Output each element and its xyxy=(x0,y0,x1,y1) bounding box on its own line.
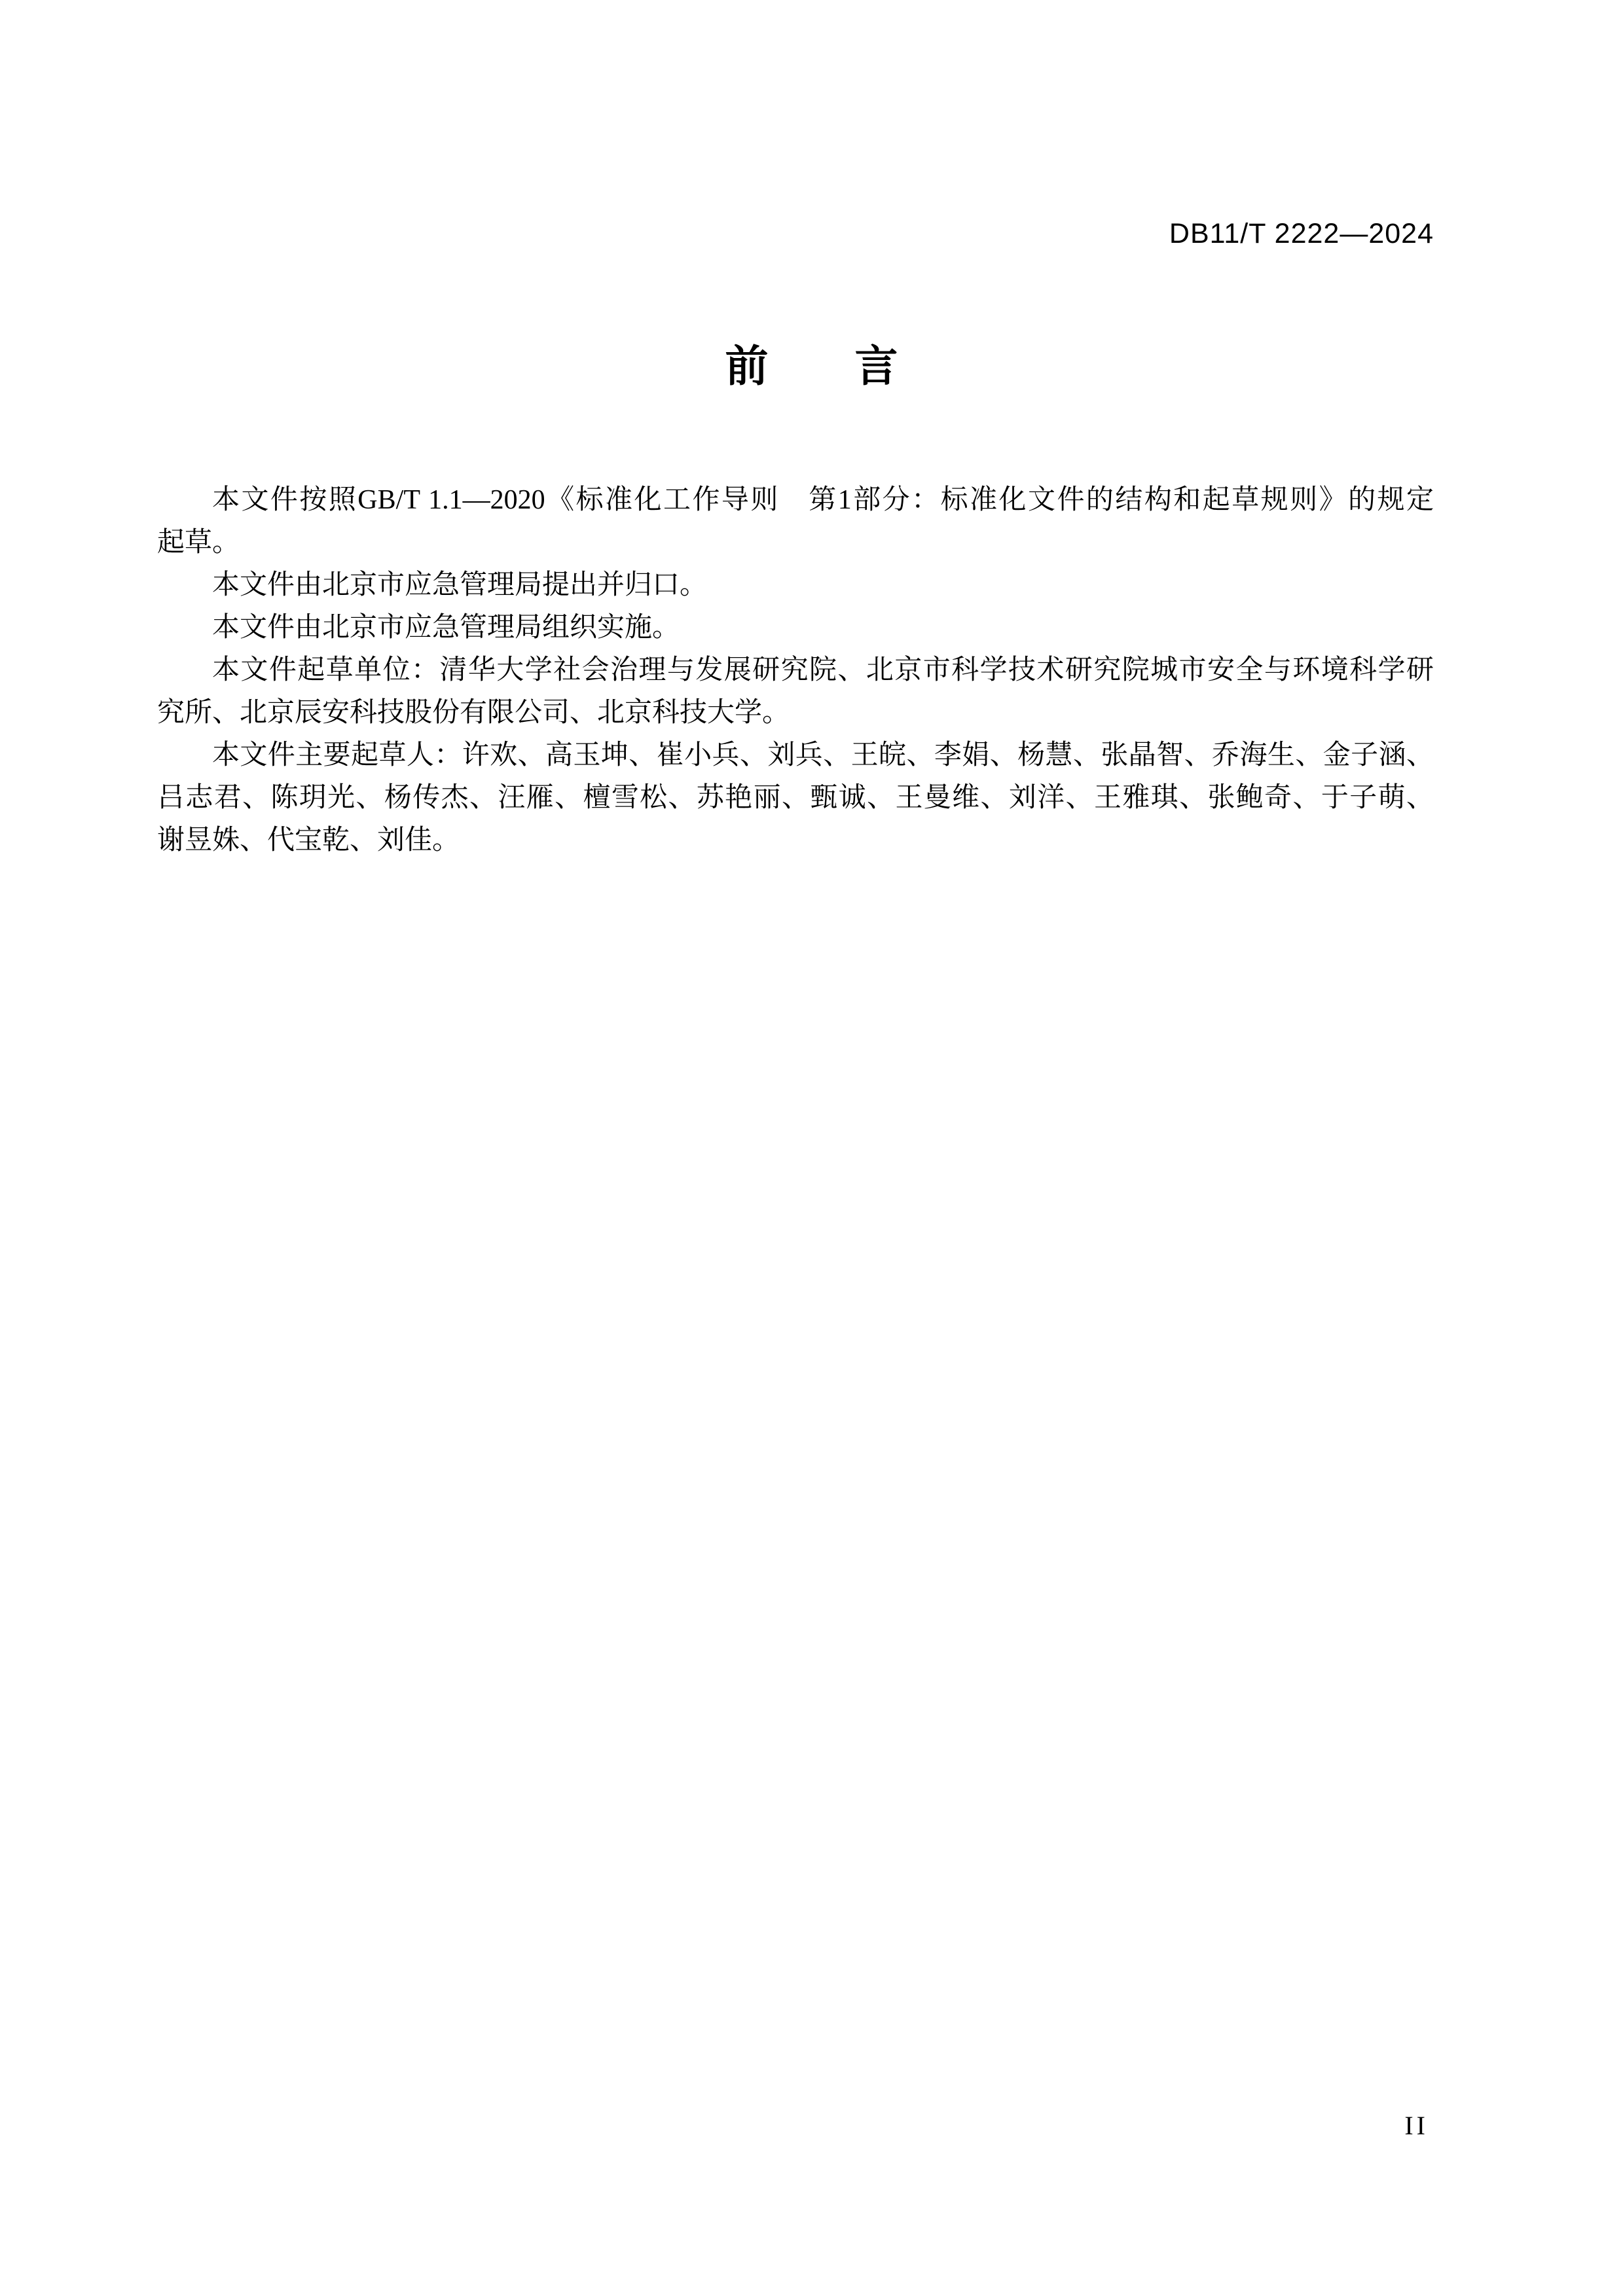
paragraph xyxy=(157,607,1434,649)
paragraph-line: 本文件起草单位：清华大学社会治理与发展研究院、北京市科学技术研究院城市安全与环境科学研 xyxy=(212,655,1434,685)
paragraph-line: 究所、北京辰安科技股份有限公司、北京科技大学。 xyxy=(157,698,790,728)
paragraph xyxy=(157,734,1434,862)
paragraph-line: 本文件由北京市应急管理局提出并归口。 xyxy=(212,570,708,600)
body-paragraphs xyxy=(157,479,1434,862)
page-title: 前 言 xyxy=(725,342,898,390)
paragraph-line: 谢昱姝、代宝乾、刘佳。 xyxy=(157,825,460,855)
paragraph xyxy=(157,479,1434,564)
paragraph-line: 起草。 xyxy=(157,528,240,558)
paragraph xyxy=(157,649,1434,734)
page-number: II xyxy=(1404,2111,1429,2140)
standard-code-header: DB11/T 2222—2024 xyxy=(1169,218,1434,249)
paragraph-line: 吕志君、陈玥光、杨传杰、汪雁、檀雪松、苏艳丽、甄诚、王曼维、刘洋、王雅琪、张鲍奇、于子萌、 xyxy=(157,783,1434,813)
paragraph-line: 本文件按照GB/T 1.1—2020《标准化工作导则 第1部分：标准化文件的结构和起草规则》的规定 xyxy=(212,485,1434,515)
paragraph xyxy=(157,564,1434,607)
paragraph-line: 本文件由北京市应急管理局组织实施。 xyxy=(212,613,680,643)
paragraph-line: 本文件主要起草人：许欢、高玉坤、崔小兵、刘兵、王皖、李娟、杨慧、张晶智、乔海生、金子涵、 xyxy=(212,740,1434,770)
